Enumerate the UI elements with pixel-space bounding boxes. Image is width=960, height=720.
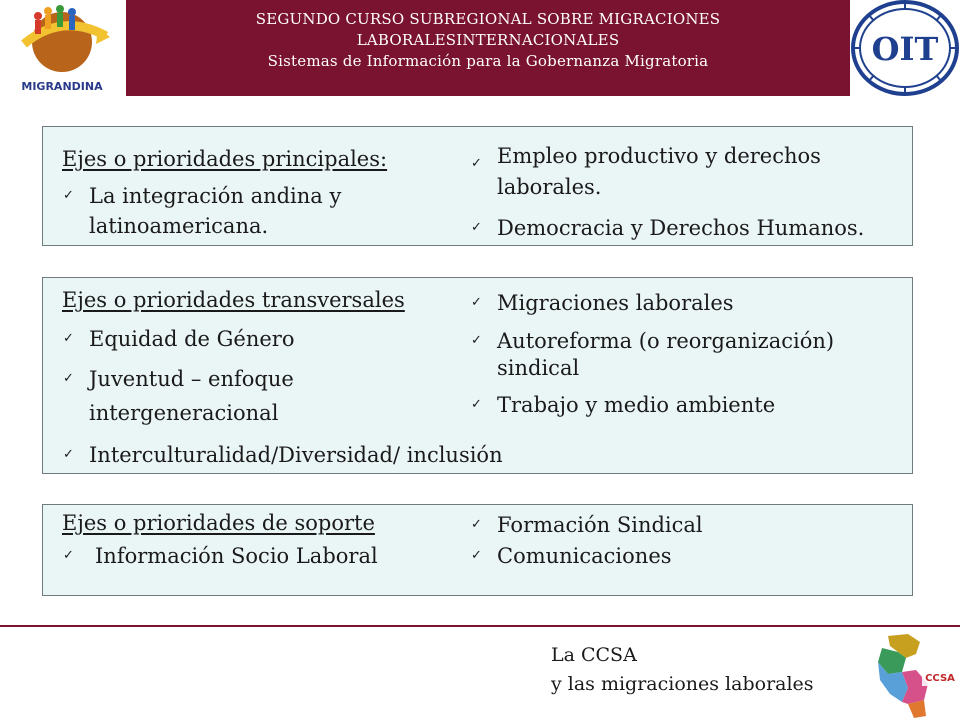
main-priority-item-continued [497, 172, 601, 202]
support-priorities-box [42, 504, 913, 596]
transversal-priorities-heading: Ejes o prioridades transversales [62, 288, 405, 312]
item-label: Comunicaciones [497, 544, 672, 568]
transversal-priority-item-continued [497, 353, 579, 383]
migrandina-logo [6, 2, 118, 96]
item-label: Formación Sindical [497, 513, 703, 537]
header-subtitle: Sistemas de Información para la Gobernanza Migratoria [267, 52, 709, 70]
item-label: Equidad de Género [89, 327, 295, 351]
item-label: intergeneracional [89, 401, 279, 425]
item-label: La integración andina y [89, 184, 342, 208]
main-priority-item-continued [89, 211, 268, 241]
transversal-priority-item [63, 324, 295, 354]
check-icon: ✓ [471, 333, 482, 348]
footer-title: La CCSA [551, 644, 637, 666]
item-label: Migraciones laborales [497, 291, 734, 315]
transversal-priority-item-continued [89, 398, 278, 428]
transversal-priorities-box [42, 277, 913, 474]
item-label: Autoreforma (o reorganización) [497, 329, 835, 353]
footer-subtitle: y las migraciones laborales [551, 673, 814, 695]
footer-divider [0, 625, 960, 627]
check-icon: ✓ [63, 548, 74, 563]
check-icon: ✓ [471, 156, 482, 171]
item-label: sindical [497, 356, 580, 380]
header-band [126, 0, 850, 96]
main-priority-item [471, 213, 865, 243]
check-icon: ✓ [63, 188, 74, 203]
transversal-priority-item [471, 288, 734, 318]
header-title-line1: SEGUNDO CURSO SUBREGIONAL SOBRE MIGRACIONES [255, 10, 721, 28]
main-priorities-heading: Ejes o prioridades principales: [62, 147, 388, 171]
item-label: laborales. [497, 175, 602, 199]
check-icon: ✓ [63, 371, 74, 386]
check-icon: ✓ [63, 447, 74, 462]
oit-logo-text: OIT [871, 30, 939, 68]
item-label: Información Socio Laboral [95, 544, 378, 568]
support-priority-item [63, 541, 378, 571]
map-logo-text: CCSA [925, 673, 955, 684]
migrandina-logo-text: MIGRANDINA [21, 80, 103, 93]
check-icon: ✓ [471, 517, 482, 532]
check-icon: ✓ [471, 397, 482, 412]
transversal-priority-item [471, 326, 835, 356]
item-label: Juventud – enfoque [89, 367, 294, 391]
main-priority-item [63, 181, 342, 211]
andean-region-map-icon [868, 632, 960, 720]
support-priority-item [471, 510, 703, 540]
item-label: Empleo productivo y derechos [497, 144, 821, 168]
support-priorities-heading: Ejes o prioridades de soporte [62, 511, 375, 535]
transversal-priority-item [63, 440, 503, 470]
oit-logo [850, 0, 960, 96]
header-title-line2: LABORALESINTERNACIONALES [356, 31, 620, 49]
main-priorities-box [42, 126, 913, 246]
check-icon: ✓ [471, 220, 482, 235]
main-priority-item [471, 141, 821, 171]
item-label: Trabajo y medio ambiente [497, 393, 776, 417]
check-icon: ✓ [471, 295, 482, 310]
transversal-priority-item [471, 390, 776, 420]
support-priority-item [471, 541, 672, 571]
check-icon: ✓ [63, 331, 74, 346]
transversal-priority-item [63, 364, 294, 394]
item-label: Democracia y Derechos Humanos. [497, 216, 865, 240]
check-icon: ✓ [471, 548, 482, 563]
item-label: latinoamericana. [89, 214, 269, 238]
item-label: Interculturalidad/Diversidad/ inclusión [89, 443, 503, 467]
